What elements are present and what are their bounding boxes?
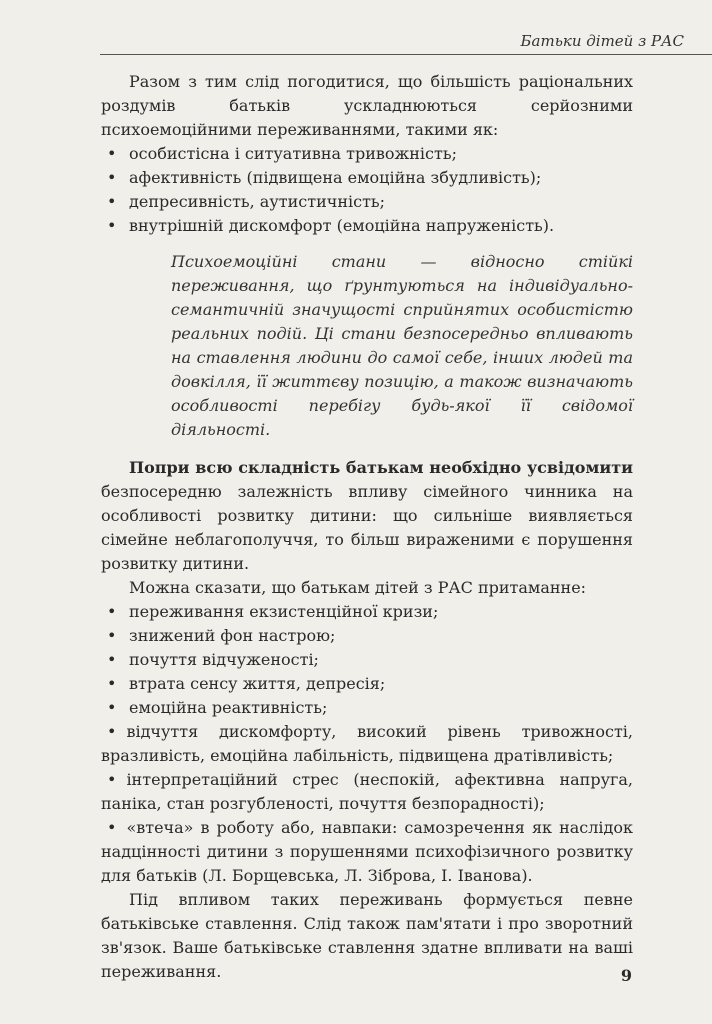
list-item: • переживання екзистенційної кризи; (101, 600, 633, 624)
list-item: • втрата сенсу життя, депресія; (101, 672, 633, 696)
running-header: Батьки дітей з РАС (520, 32, 684, 50)
paragraph-intro: Разом з тим слід погодитися, що більшість раціональних роздумів батьків ускладнюються серйозними психоемоційними переживаннями, такими як: (101, 72, 633, 139)
definition-quote: Психоемоційні стани — відносно стійкі переживання, що ґрунтуються на індивідуально-семантичній значущості сприйнятих особистістю реальних подій. Ці стани безпосередньо впливають на ставлення людини до самої себе, інших людей та довкілля, її життєву позицію, а також визначають особливості перебігу будь-якої її свідомої діяльності. (171, 252, 633, 439)
parent-traits-list (101, 600, 633, 888)
bold-lead-text: Попри всю складність батькам необхідно усвідомити (129, 458, 633, 477)
emotional-states-list (101, 142, 633, 238)
page-number: 9 (620, 966, 632, 985)
paragraph-text: безпосередню залежність впливу сімейного чинника на особливості розвитку дитини: що сильніше виявляється сімейне неблагополуччя, то більш вираженими є порушення розвитку дитини. (101, 482, 633, 573)
list-item: • «втеча» в роботу або, навпаки: самозречення як наслідок надцінності дитини з порушеннями психофізичного розвитку для батьків (Л. Борщевська, Л. Зіброва, І. Іванова). (101, 816, 633, 888)
list-item: • особистісна і ситуативна тривожність; (101, 142, 633, 166)
page-body (101, 70, 633, 984)
list-item: • почуття відчуженості; (101, 648, 633, 672)
list-item: • внутрішній дискомфорт (емоційна напруженість). (101, 214, 633, 238)
list-item: • депресивність, аутистичність; (101, 190, 633, 214)
list-item: • емоційна реактивність; (101, 696, 633, 720)
list-item: • знижений фон настрою; (101, 624, 633, 648)
header-rule (100, 54, 712, 55)
paragraph-conclusion: Під впливом таких переживань формується певне батьківське ставлення. Слід також пам'ятати і про зворотний зв'язок. Ваше батьківське ставлення здатне впливати на ваші переживання. (101, 890, 633, 981)
list-item: • інтерпретаційний стрес (неспокій, афективна напруга, паніка, стан розгубленості, почуття безпорадності); (101, 768, 633, 816)
list-item: • афективність (підвищена емоційна збудливість); (101, 166, 633, 190)
list-item: • відчуття дискомфорту, високий рівень тривожності, вразливість, емоційна лабільність, підвищена дратівливість; (101, 720, 633, 768)
paragraph-dependency (101, 456, 633, 576)
paragraph-characteristics: Можна сказати, що батькам дітей з РАС притаманне: (129, 578, 587, 597)
